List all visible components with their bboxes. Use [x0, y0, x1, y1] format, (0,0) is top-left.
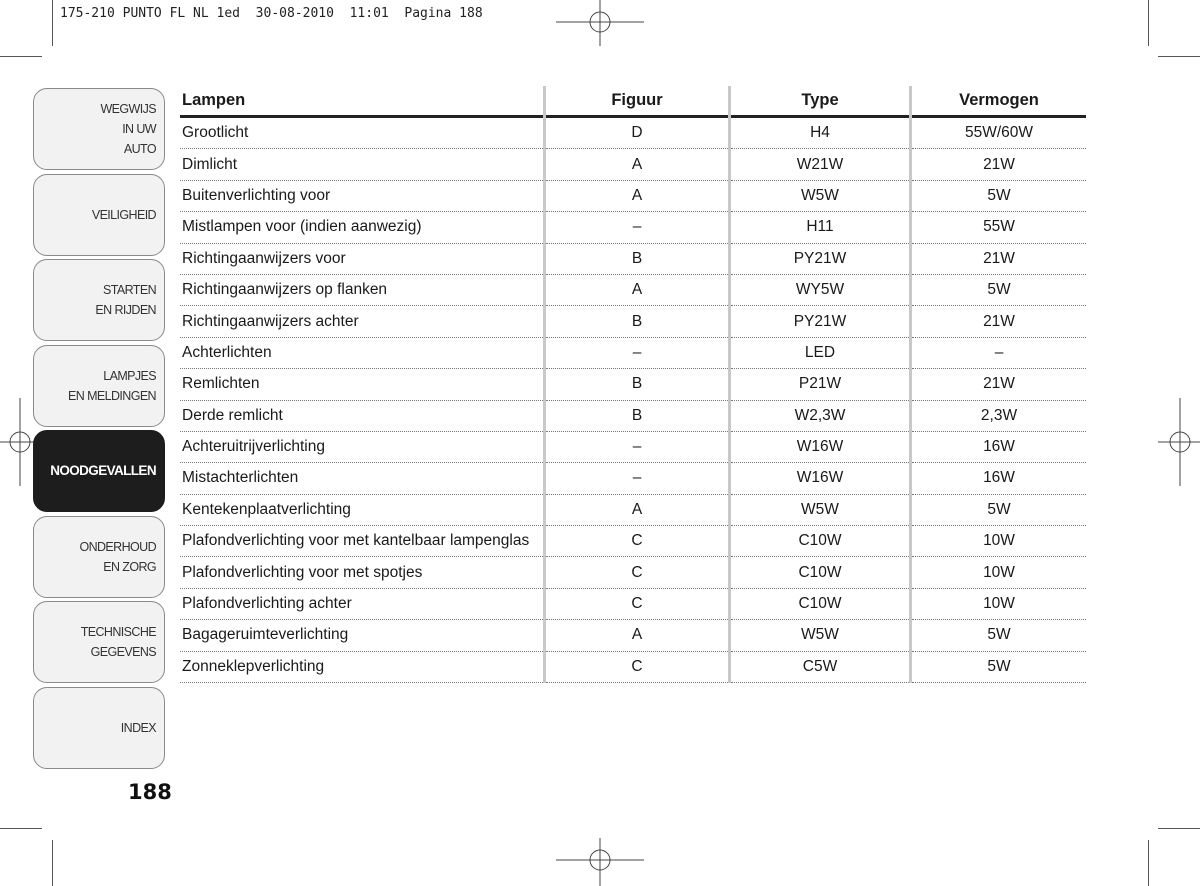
- cell-lamp: Richtingaanwijzers op flanken: [180, 275, 543, 306]
- cell-figuur: B: [546, 401, 728, 432]
- cell-vermogen: 10W: [912, 589, 1086, 620]
- crop-mark: [52, 0, 53, 46]
- tab-veiligheid[interactable]: VEILIGHEID: [33, 174, 165, 256]
- cell-figuur: –: [546, 432, 728, 463]
- cell-figuur: C: [546, 652, 728, 683]
- cell-vermogen: 10W: [912, 557, 1086, 588]
- crop-mark: [1158, 56, 1200, 57]
- cell-lamp: Mistlampen voor (indien aanwezig): [180, 212, 543, 243]
- cell-type: W21W: [731, 149, 909, 180]
- tab-starten[interactable]: STARTEN EN RIJDEN: [33, 259, 165, 341]
- cell-lamp: Dimlicht: [180, 149, 543, 180]
- crop-mark: [1148, 840, 1149, 886]
- cell-vermogen: 21W: [912, 306, 1086, 337]
- crop-mark: [1158, 828, 1200, 829]
- cell-vermogen: 21W: [912, 244, 1086, 275]
- cell-vermogen: 5W: [912, 275, 1086, 306]
- header-type: Type: [731, 86, 909, 118]
- cell-lamp: Buitenverlichting voor: [180, 181, 543, 212]
- cell-type: LED: [731, 338, 909, 369]
- cell-vermogen: 5W: [912, 495, 1086, 526]
- cell-figuur: –: [546, 463, 728, 494]
- cell-lamp: Plafondverlichting voor met kantelbaar lampenglas: [180, 526, 543, 557]
- cell-lamp: Zonneklepverlichting: [180, 652, 543, 683]
- cell-lamp: Richtingaanwijzers achter: [180, 306, 543, 337]
- cell-figuur: B: [546, 306, 728, 337]
- cell-lamp: Achteruitrijverlichting: [180, 432, 543, 463]
- cell-figuur: C: [546, 526, 728, 557]
- cell-type: PY21W: [731, 306, 909, 337]
- cell-vermogen: 5W: [912, 620, 1086, 651]
- lamp-table: [180, 86, 1086, 683]
- tab-index[interactable]: INDEX: [33, 687, 165, 769]
- cell-vermogen: 2,3W: [912, 401, 1086, 432]
- print-header: 175-210 PUNTO FL NL 1ed 30-08-2010 11:01 Pagina 188: [60, 6, 483, 21]
- cell-vermogen: 5W: [912, 652, 1086, 683]
- cell-lamp: Achterlichten: [180, 338, 543, 369]
- cell-lamp: Mistachterlichten: [180, 463, 543, 494]
- cell-type: C10W: [731, 526, 909, 557]
- header-lampen: Lampen: [180, 86, 543, 118]
- cell-type: C10W: [731, 557, 909, 588]
- crop-mark: [0, 56, 42, 57]
- header-vermogen: Vermogen: [912, 86, 1086, 118]
- cell-vermogen: 21W: [912, 149, 1086, 180]
- cell-figuur: C: [546, 589, 728, 620]
- cell-figuur: –: [546, 212, 728, 243]
- tab-lampjes[interactable]: LAMPJES EN MELDINGEN: [33, 345, 165, 427]
- cell-vermogen: 10W: [912, 526, 1086, 557]
- cell-figuur: B: [546, 244, 728, 275]
- tab-onderhoud[interactable]: ONDERHOUD EN ZORG: [33, 516, 165, 598]
- cell-figuur: –: [546, 338, 728, 369]
- registration-mark-icon: [556, 0, 644, 46]
- cell-type: WY5W: [731, 275, 909, 306]
- cell-type: C5W: [731, 652, 909, 683]
- cell-vermogen: 55W: [912, 212, 1086, 243]
- cell-lamp: Derde remlicht: [180, 401, 543, 432]
- cell-lamp: Kentekenplaatverlichting: [180, 495, 543, 526]
- cell-type: W5W: [731, 495, 909, 526]
- cell-type: H4: [731, 118, 909, 149]
- header-figuur: Figuur: [546, 86, 728, 118]
- page-number: 188: [128, 780, 172, 804]
- cell-type: P21W: [731, 369, 909, 400]
- registration-mark-icon: [1158, 398, 1200, 486]
- cell-lamp: Richtingaanwijzers voor: [180, 244, 543, 275]
- cell-type: PY21W: [731, 244, 909, 275]
- cell-figuur: C: [546, 557, 728, 588]
- registration-mark-icon: [556, 838, 644, 886]
- tab-technische[interactable]: TECHNISCHE GEGEVENS: [33, 601, 165, 683]
- crop-mark: [0, 828, 42, 829]
- cell-figuur: A: [546, 275, 728, 306]
- crop-mark: [52, 840, 53, 886]
- cell-lamp: Bagageruimteverlichting: [180, 620, 543, 651]
- cell-vermogen: 5W: [912, 181, 1086, 212]
- cell-figuur: A: [546, 149, 728, 180]
- cell-figuur: B: [546, 369, 728, 400]
- cell-type: C10W: [731, 589, 909, 620]
- cell-vermogen: 21W: [912, 369, 1086, 400]
- cell-vermogen: 16W: [912, 432, 1086, 463]
- cell-figuur: A: [546, 181, 728, 212]
- cell-type: W16W: [731, 463, 909, 494]
- table-header: [180, 86, 1086, 118]
- cell-lamp: Plafondverlichting achter: [180, 589, 543, 620]
- cell-type: W16W: [731, 432, 909, 463]
- cell-vermogen: –: [912, 338, 1086, 369]
- cell-type: W5W: [731, 181, 909, 212]
- tab-noodgevallen[interactable]: NOODGEVALLEN: [33, 430, 165, 512]
- table-body: [180, 118, 1086, 683]
- cell-lamp: Plafondverlichting voor met spotjes: [180, 557, 543, 588]
- cell-figuur: D: [546, 118, 728, 149]
- cell-vermogen: 55W/60W: [912, 118, 1086, 149]
- cell-lamp: Grootlicht: [180, 118, 543, 149]
- cell-vermogen: 16W: [912, 463, 1086, 494]
- cell-type: H11: [731, 212, 909, 243]
- cell-lamp: Remlichten: [180, 369, 543, 400]
- tab-wegwijs[interactable]: WEGWIJS IN UW AUTO: [33, 88, 165, 170]
- crop-mark: [1148, 0, 1149, 46]
- cell-type: W2,3W: [731, 401, 909, 432]
- cell-figuur: A: [546, 495, 728, 526]
- cell-type: W5W: [731, 620, 909, 651]
- cell-figuur: A: [546, 620, 728, 651]
